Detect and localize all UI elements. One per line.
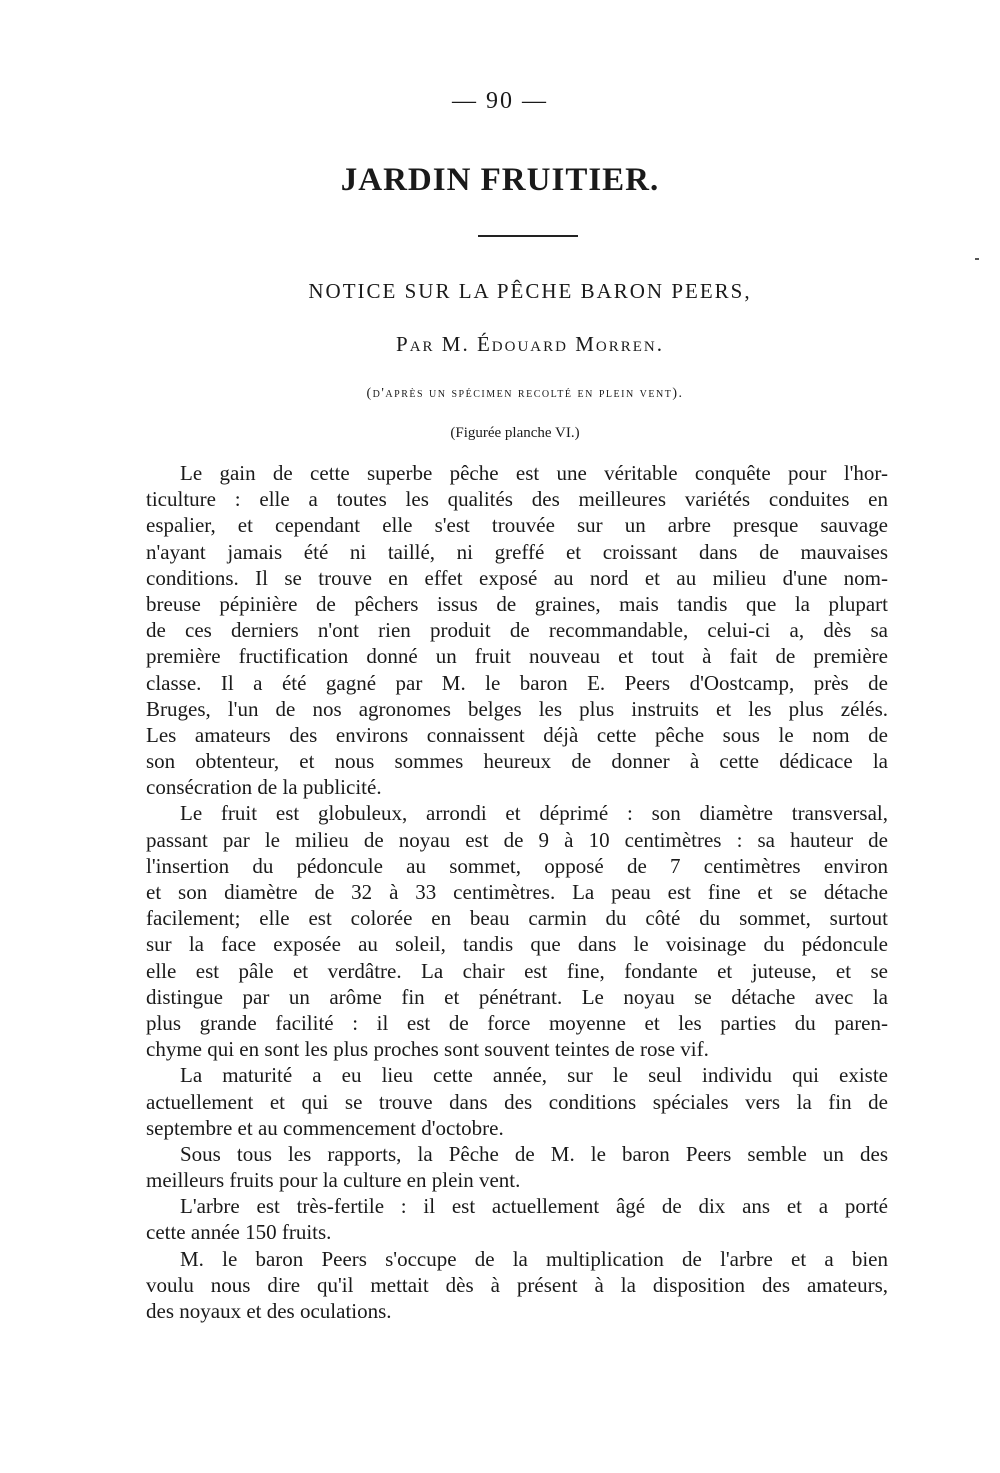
text-line: ticulture : elle a toutes les qualités des meilleures variétés conduites en: [146, 487, 888, 512]
text-line: des noyaux et des oculations.: [146, 1299, 392, 1323]
text-line: facilement; elle est colorée en beau carmin du côté du sommet, surtout: [146, 906, 888, 931]
text-line: consécration de la publicité.: [146, 775, 382, 800]
text-line: espalier, et cependant elle s'est trouvée sur un arbre presque sauvage: [146, 513, 888, 538]
text-line: classe. Il a été gagné par M. le baron E. Peers d'Oostcamp, près de: [146, 670, 888, 695]
text-line: conditions. Il se trouve en effet exposé au nord et au milieu d'une nom-: [146, 565, 888, 590]
text-line: meilleurs fruits pour la culture en plein vent.: [146, 1168, 521, 1193]
author-line: Par M. Édouard Morren.: [396, 332, 664, 356]
text-line: et son diamètre de 32 à 33 centimètres. La peau est fine et se détache: [146, 880, 888, 904]
text-line: actuellement et qui se trouve dans des conditions spéciales vers la fin de: [146, 1089, 888, 1114]
scan-speck: [975, 258, 979, 260]
title-divider: [478, 235, 578, 237]
text-line: distingue par un arôme fin et pénétrant. Le noyau se détache avec la: [146, 984, 888, 1009]
text-line: Bruges, l'un de nos agronomes belges les plus instruits et les plus zélés.: [146, 696, 888, 721]
text-line: n'ayant jamais été ni taillé, ni greffé et croissant dans de mauvaises: [146, 539, 888, 564]
text-line: septembre et au commencement d'octobre.: [146, 1115, 504, 1140]
paragraph: [146, 1246, 888, 1325]
figure-reference: (Figurée planche VI.): [450, 425, 580, 441]
text-line: L'arbre est très-fertile : il est actuellement âgé de dix ans et a porté: [180, 1194, 888, 1219]
text-line: de ces derniers n'ont rien produit de recommandable, celui-ci a, dès sa: [146, 618, 888, 643]
paragraph: [146, 460, 888, 800]
specimen-note: (d'après un spécimen recolté en plein vent).: [366, 386, 684, 401]
text-line: Sous tous les rapports, la Pêche de M. le baron Peers semble un des: [180, 1141, 888, 1166]
article-body: [146, 460, 888, 1324]
text-line: sur la face exposée au soleil, tandis que dans le voisinage du pédoncule: [146, 932, 888, 957]
text-line: Le fruit est globuleux, arrondi et déprimé : son diamètre transversal,: [180, 801, 888, 826]
article-title: NOTICE SUR LA PÊCHE BARON PEERS,: [308, 279, 752, 303]
text-line: Les amateurs des environs connaissent déjà cette pêche sous le nom de: [146, 722, 888, 747]
section-title: JARDIN FRUITIER.: [340, 162, 660, 198]
paragraph: [146, 1193, 888, 1245]
text-line: voulu nous dire qu'il mettait dès à présent à la disposition des amateurs,: [146, 1272, 888, 1297]
text-line: son obtenteur, et nous sommes heureux de donner à cette dédicace la: [146, 749, 888, 774]
paragraph: [146, 1141, 888, 1193]
text-line: première fructification donné un fruit nouveau et tout à fait de première: [146, 644, 888, 669]
page-number: — 90 —: [452, 88, 548, 114]
text-line: breuse pépinière de pêchers issus de graines, mais tandis que la plupart: [146, 591, 888, 616]
paragraph: [146, 800, 888, 1062]
text-line: chyme qui en sont les plus proches sont souvent teintes de rose vif.: [146, 1037, 709, 1062]
text-line: passant par le milieu de noyau est de 9 à 10 centimètres : sa hauteur de: [146, 827, 888, 852]
text-line: cette année 150 fruits.: [146, 1220, 332, 1245]
text-line: plus grande facilité : il est de force moyenne et les parties du paren-: [146, 1010, 888, 1035]
text-line: l'insertion du pédoncule au sommet, opposé de 7 centimètres environ: [146, 853, 888, 878]
paragraph: [146, 1062, 888, 1141]
text-line: M. le baron Peers s'occupe de la multiplication de l'arbre et a bien: [180, 1246, 888, 1271]
text-line: La maturité a eu lieu cette année, sur le seul individu qui existe: [180, 1063, 888, 1088]
text-line: elle est pâle et verdâtre. La chair est fine, fondante et juteuse, et se: [146, 958, 888, 983]
text-line: Le gain de cette superbe pêche est une véritable conquête pour l'hor-: [180, 461, 888, 485]
